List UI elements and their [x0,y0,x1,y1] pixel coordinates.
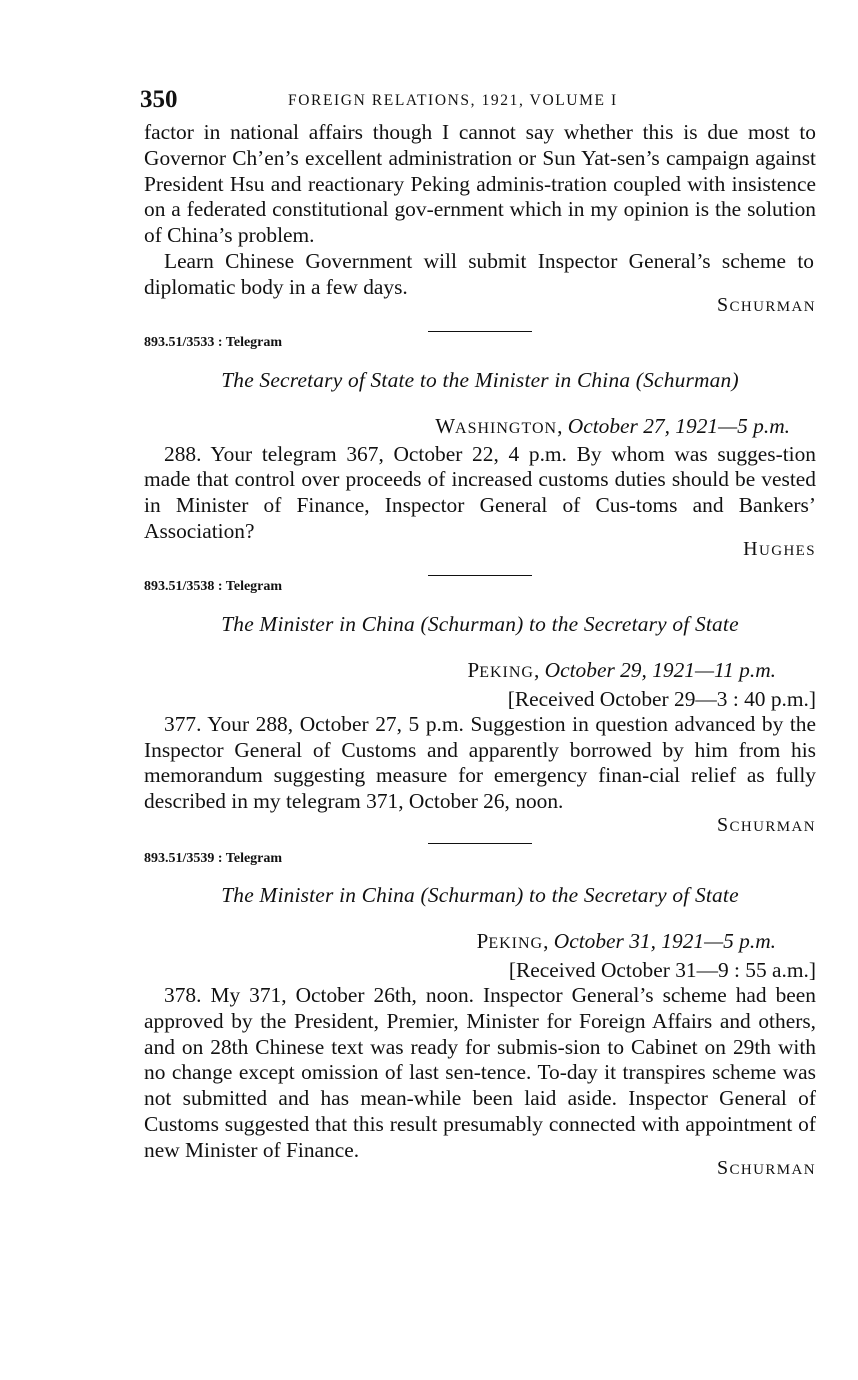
signature-rest: CHURMAN [729,818,816,835]
signature-initial: H [743,537,759,560]
document-page [140,86,816,1180]
section-divider [428,575,532,576]
received-line: [Received October 31—9 : 55 a.m.] [508,957,816,982]
signature-initial: S [716,1156,730,1179]
continuation-paragraph-2: Learn Chinese Government will submit Inspector General’s scheme to diplomatic body in a few days. [144,248,814,299]
telegram-body: 377. Your 288, October 27, 5 p.m. Suggestion in question advanced by the Inspector General of Customs and apparently borrowed by him from his memorandum suggesting measure for emergency finan-cial relief as fully described in my telegram 371, October 26, noon. [144,711,816,814]
place-initial: W [435,413,456,438]
heading-close: ) [731,367,739,392]
date: October 29, 1921—11 p.m. [544,657,776,682]
file-reference: 893.51/3539 : Telegram [144,850,283,866]
place-name: EKING [479,663,534,681]
signature-schurman-2 [144,815,816,837]
page-number: 350 [140,86,178,113]
place-name: EKING [488,934,544,952]
dateline: PEKING, October 29, 1921—11 p.m. [467,657,776,682]
place-name: ASHINGTON [455,419,558,437]
heading-text: The Secretary of State to the Minister in China ( [221,367,644,392]
signature-rest: UGHES [758,542,816,559]
running-title: FOREIGN RELATIONS, 1921, VOLUME I [288,92,618,109]
place-initial: P [467,657,480,682]
file-reference: 893.51/3533 : Telegram [144,334,283,350]
date: October 31, 1921—5 p.m. [553,928,776,953]
heading-name: Schurman [643,367,732,392]
file-reference: 893.51/3538 : Telegram [144,578,283,594]
section-divider [428,843,532,844]
telegram-body: 378. My 371, October 26th, noon. Inspector General’s scheme had been approved by the President, Premier, Minister for Foreign Affairs and others, and on 28th Chinese text was ready for submis-sion to Cabinet on 29th with no change except omission of last sen-tence. To-day it transpires scheme was not submitted and has mean-while been laid aside. Inspector General of Customs suggested that this result presumably connected with appointment of new Minister of Finance. [144,982,816,1162]
signature-initial: S [716,293,730,316]
date: October 27, 1921—5 p.m. [567,413,790,438]
dateline: PEKING, October 31, 1921—5 p.m. [476,928,776,953]
received-line: [Received October 29—3 : 40 p.m.] [507,686,816,711]
section-divider [428,331,532,332]
continuation-paragraph: factor in national affairs though I cannot say whether this is due most to Governor Ch’en’s excellent administration or Sun Yat-sen’s campaign against President Hsu and reactionary Peking adminis-tration coupled with insistence on a federated constitutional gov-ernment which in my opinion is the solution of China’s problem. [144,120,816,248]
telegram-body: 288. Your telegram 367, October 22, 4 p.m. By whom was sugges-tion made that control over proceeds of increased customs duties should be vested in Minister of Finance, Inspector General of Cus-toms and Bankers’ Association? [144,441,816,543]
dateline: WASHINGTON, October 27, 1921—5 p.m. [435,413,790,438]
document-heading: The Minister in China (Schurman) to the Secretary of State [221,882,739,907]
signature-rest: CHURMAN [729,1161,816,1178]
signature-rest: CHURMAN [729,298,816,315]
signature-initial: S [716,813,730,836]
running-header [140,86,816,116]
document-heading [144,367,816,393]
document-heading: The Minister in China (Schurman) to the Secretary of State [221,611,739,636]
place-initial: P [476,928,489,953]
